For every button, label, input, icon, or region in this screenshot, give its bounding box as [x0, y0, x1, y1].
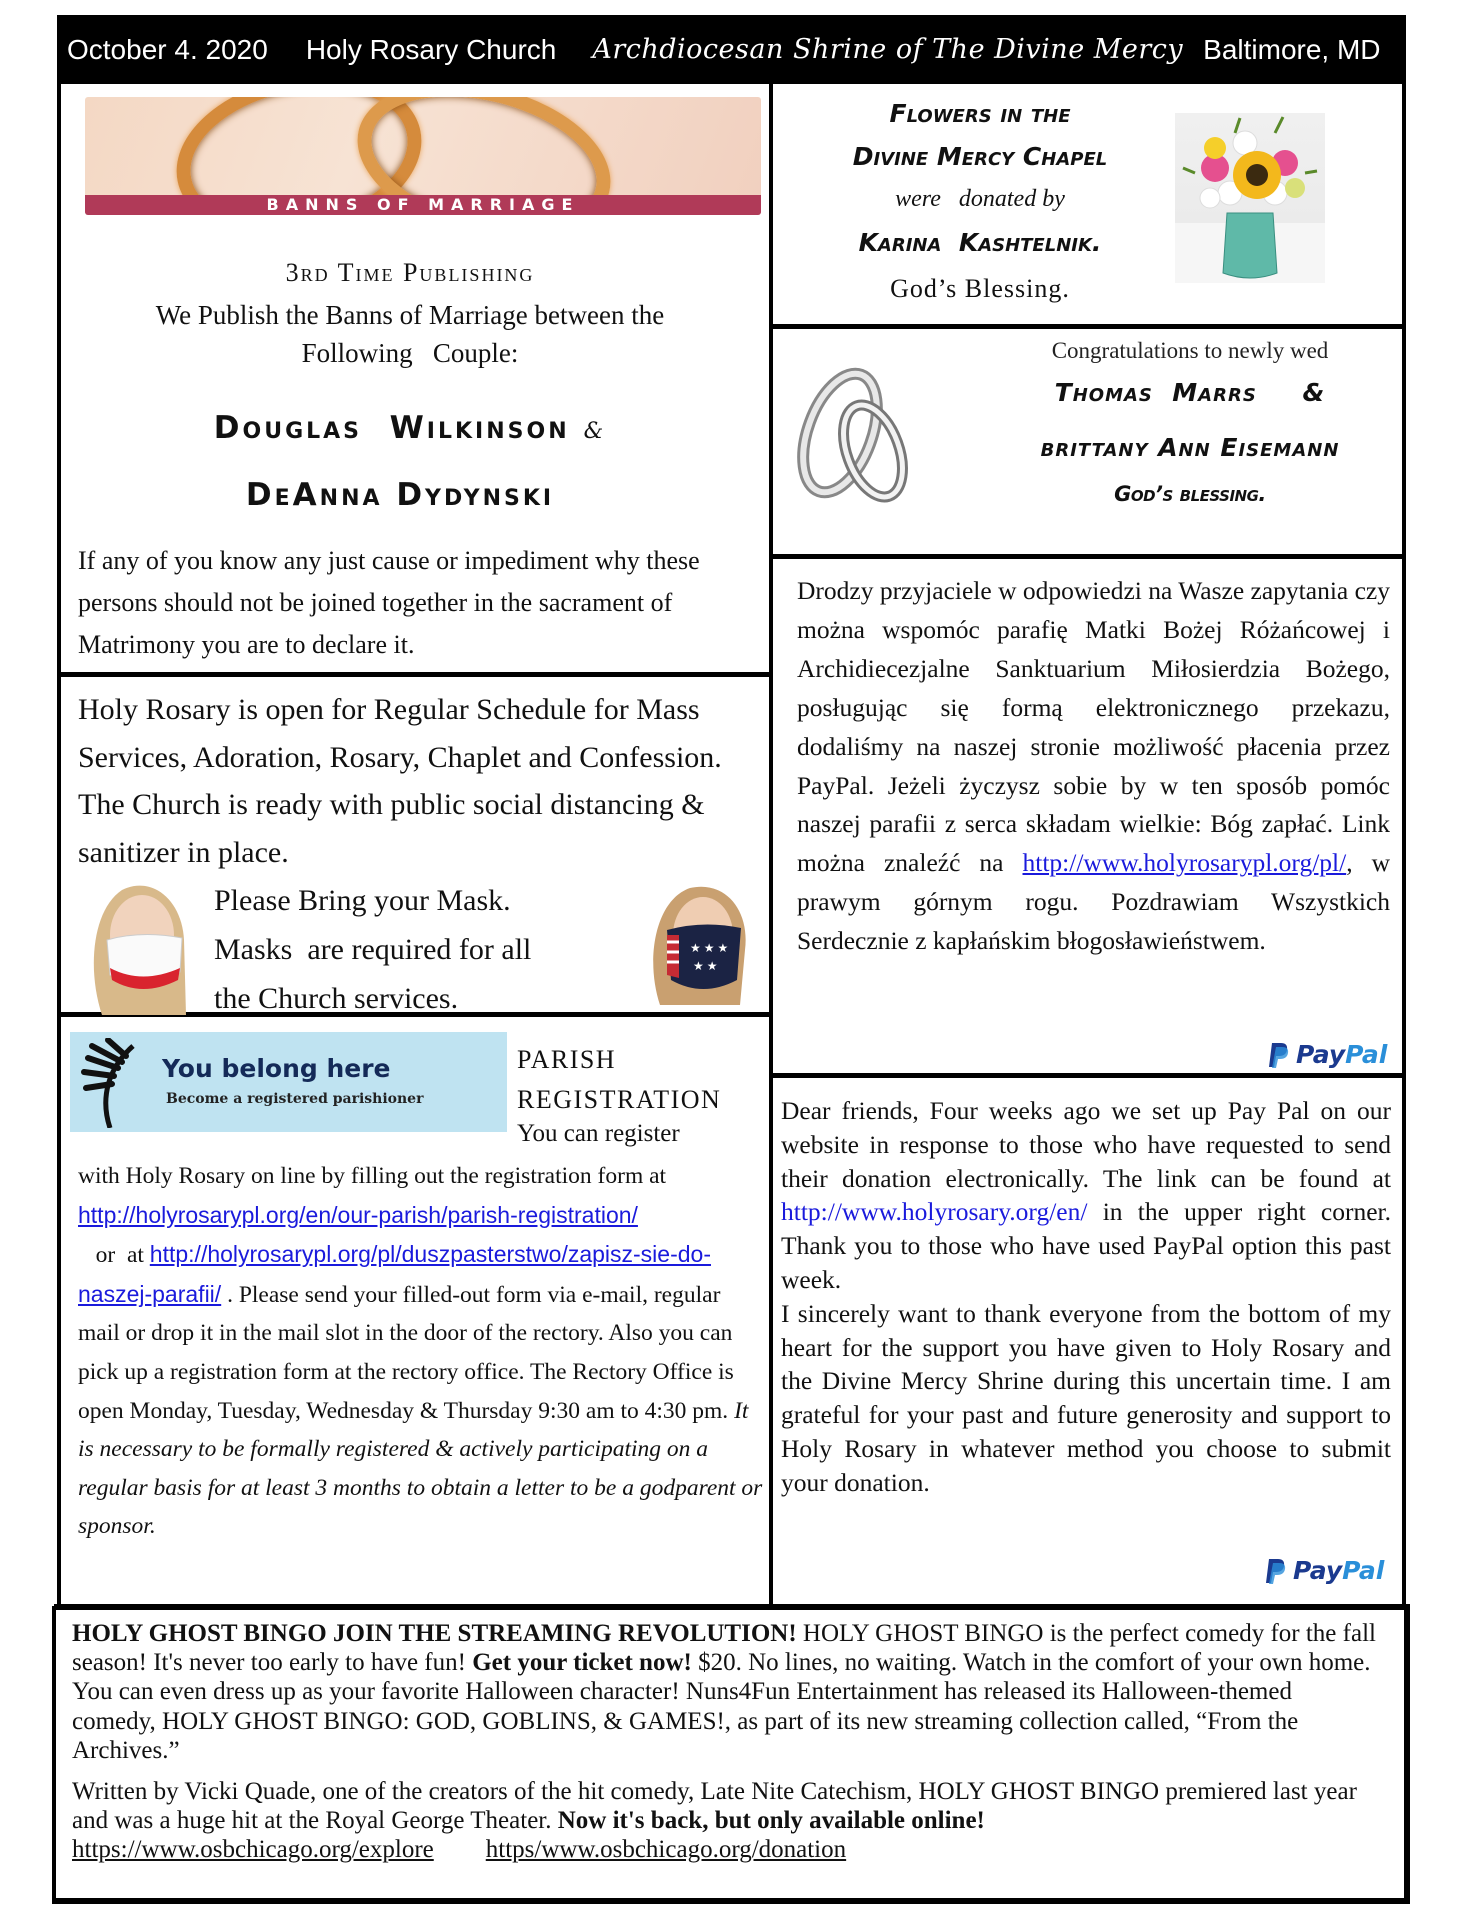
- mask-line-1: Please Bring your Mask.: [214, 884, 511, 917]
- holy-ghost-bingo-notice: [72, 1619, 1378, 1865]
- divider-wedding: [771, 554, 1406, 559]
- groom-name-text: Thomas Marrs: [1054, 378, 1257, 407]
- english-text: in the upper right corner. Thank you to those who have used PayPal option this past week.: [781, 1197, 1391, 1294]
- paypal-pay: Pay: [1293, 1556, 1343, 1585]
- church-name: Holy Rosary Church: [305, 33, 557, 65]
- flowers-heading-1: Flowers in the: [889, 99, 1071, 128]
- wedding-groom: [1000, 378, 1380, 407]
- flowers-blessing: God’s Blessing.: [890, 274, 1070, 303]
- registration-text: or at: [78, 1242, 150, 1269]
- bride-name: DeAnna Dydynski: [245, 477, 555, 513]
- bulletin-header: [57, 15, 1406, 84]
- bingo-cta: Get your ticket now!: [472, 1649, 692, 1677]
- wedding-blessing: God’s blessing.: [1114, 482, 1266, 506]
- polish-paypal-note: [797, 572, 1390, 961]
- paypal-logo: [1265, 1556, 1384, 1585]
- church-city: Baltimore, MD: [1203, 33, 1381, 65]
- divider-polish: [771, 1073, 1406, 1078]
- paypal-pay: Pay: [1296, 1040, 1346, 1069]
- woman-white-mask-image: [82, 880, 200, 1015]
- osb-explore-link[interactable]: https://www.osbchicago.org/explore: [72, 1836, 434, 1864]
- impediment-text: If any of you know any just cause or impediment why these persons should not be joined together in the sacrament of Matrimony you are to declare it.: [78, 546, 700, 659]
- shrine-name: Archdiocesan Shrine of The Divine Mercy: [592, 34, 1184, 65]
- ampersand: &: [583, 419, 607, 444]
- banns-intro: [60, 296, 760, 372]
- paypal-pal: Pal: [1342, 1556, 1385, 1585]
- donated-by: were donated by: [895, 186, 1065, 212]
- wedding-notice: [1000, 338, 1380, 506]
- bingo-paragraph-1: [72, 1619, 1378, 1765]
- flowers-heading-2: Divine Mercy Chapel: [852, 142, 1108, 171]
- bingo-text: Written by Vicki Quade, one of the creators of the hit comedy, Late Nite Catechism, HOLY GHOST BINGO premiered last year and was a huge hit at the Royal George Theater.: [72, 1778, 1357, 1835]
- svg-text:★ ★: ★ ★: [693, 959, 718, 973]
- osb-donation-link[interactable]: https/www.osbchicago.org/donation: [485, 1836, 847, 1864]
- congratulations-text: Congratulations to newly wed: [1051, 338, 1329, 363]
- bingo-text: HOLY GHOST BINGO is the perfect comedy for the fall season! It's never too early to have fun!: [72, 1620, 1376, 1677]
- column-divider: [769, 84, 773, 1606]
- groom-name: [60, 410, 760, 446]
- palm-branch-icon: [78, 1038, 148, 1128]
- publishing-heading: 3rd Time Publishing: [285, 258, 535, 287]
- banner-subtitle: Become a registered parishioner: [166, 1091, 424, 1107]
- paypal-p-icon: [1265, 1557, 1287, 1585]
- paypal-pal: Pal: [1345, 1040, 1388, 1069]
- registration-link-en[interactable]: http://holyrosarypl.org/en/our-parish/parish-registration/: [78, 1201, 638, 1228]
- banns-intro-line1: We Publish the Banns of Marriage between the: [155, 300, 665, 330]
- svg-text:★ ★ ★: ★ ★ ★: [690, 941, 729, 955]
- registration-link-pl[interactable]: http://holyrosarypl.org/pl/duszpasterstwo/zapisz-sie-do-naszej-parafii/: [78, 1241, 711, 1307]
- woman-flag-mask-image: [645, 880, 755, 1005]
- registration-sub: You can register: [517, 1120, 680, 1147]
- bingo-text: $20. No lines, no waiting. Watch in the comfort of your own home. You can even dress up as your favorite Halloween character! Nuns4Fun Entertainment has released its Halloween-themed comedy, HOLY GHOST BINGO: GOD, GOBLINS, & GAMES!, as part of its new streaming collection called, “From the Archives.”: [72, 1649, 1371, 1764]
- ampersand: &: [1302, 378, 1326, 407]
- donor-name: Karina Kashtelnik.: [858, 228, 1102, 257]
- bingo-online-notice: Now it's back, but only available online!: [557, 1807, 985, 1835]
- english-paypal-link[interactable]: http://www.holyrosary.org/en/: [781, 1197, 1088, 1227]
- polish-text: , w prawym górnym rogu. Pozdrawiam Wszystkich Serdecznie z kapłańskim błogosławieństwem.: [797, 848, 1391, 956]
- bulletin-date: October 4. 2020: [67, 33, 268, 65]
- paypal-logo: [1268, 1040, 1387, 1069]
- godparent-notice: It is necessary to be formally registered & actively participating on a regular basis for at least 3 months to obtain a letter to be a godparent or sponsor.: [78, 1397, 763, 1540]
- polish-text: Drodzy przyjaciele w odpowiedzi na Wasze zapytania czy można wspomóc parafię Matki Bożej Różańcowej i Archidiecezjalne Sanktuarium Miłosierdzia Bożego, posługując się formą elektronicznego przekazu, dodaliśmy na naszej stronie możliwość płacenia przez PayPal. Jeżeli życzysz sobie by w ten sposób pomóc naszej parafii z serca składam wielkie: Bóg zapłać. Link można znaleźć na: [797, 576, 1390, 878]
- schedule-text: Holy Rosary is open for Regular Schedule for Mass Services, Adoration, Rosary, Chaplet and Confession. The Church is ready with public social distancing & sanitizer in place.: [78, 693, 722, 869]
- divider-flowers: [771, 324, 1406, 329]
- banns-intro-line2: Following Couple:: [301, 338, 519, 368]
- english-paragraph-2: I sincerely want to thank everyone from the bottom of my heart for the support you have given to Holy Rosary and the Divine Mercy Shrine during this uncertain time. I am grateful for your past and future generosity and support to Holy Rosary in whatever method you choose to submit your donation.: [781, 1298, 1391, 1497]
- you-belong-here-banner: [70, 1032, 507, 1132]
- paypal-p-icon: [1268, 1041, 1290, 1069]
- registration-body: [78, 1157, 764, 1546]
- divider-banns: [57, 672, 771, 677]
- registration-text: . Please send your filled-out form via e-mail, regular mail or drop it in the mail slot in the door of the rectory. Also you can pick up a registration form at the rectory office. The Rectory Office is open Monday, Tuesday, Wednesday & Thursday 9:30 am to 4:30 pm.: [78, 1281, 735, 1424]
- bingo-paragraph-2: [72, 1777, 1378, 1865]
- heading-line1: PARISH: [517, 1045, 617, 1074]
- registration-text: with Holy Rosary on line by filling out the registration form at: [78, 1163, 667, 1189]
- mask-line-2: Masks are required for all: [214, 933, 532, 966]
- flower-bouquet-image: [1175, 113, 1325, 283]
- banner-title: You belong here: [162, 1054, 391, 1083]
- english-paypal-note: [781, 1094, 1391, 1500]
- mask-notice: [214, 876, 634, 1023]
- banns-banner-image: [85, 97, 761, 215]
- bingo-headline: HOLY GHOST BINGO JOIN THE STREAMING REVOLUTION!: [72, 1620, 797, 1647]
- parish-registration-heading: [517, 1040, 767, 1120]
- silver-rings-image: [795, 363, 915, 503]
- right-border: [1402, 84, 1406, 1608]
- flowers-notice: [780, 92, 1180, 314]
- polish-paypal-link[interactable]: http://www.holyrosarypl.org/pl/: [1022, 848, 1347, 878]
- wedding-bride: brittany Ann Eisemann: [1040, 433, 1340, 462]
- banns-banner-label: BANNS OF MARRIAGE: [85, 195, 761, 215]
- groom-name-text: Douglas Wilkinson: [213, 410, 570, 446]
- mask-line-3: the Church services.: [214, 982, 459, 1015]
- heading-line2: REGISTRATION: [517, 1085, 722, 1114]
- english-paragraph-1: [781, 1094, 1391, 1297]
- english-text: Dear friends, Four weeks ago we set up Pay Pal on our website in response to those who have requested to send their donation electronically. The link can be found at: [781, 1096, 1391, 1193]
